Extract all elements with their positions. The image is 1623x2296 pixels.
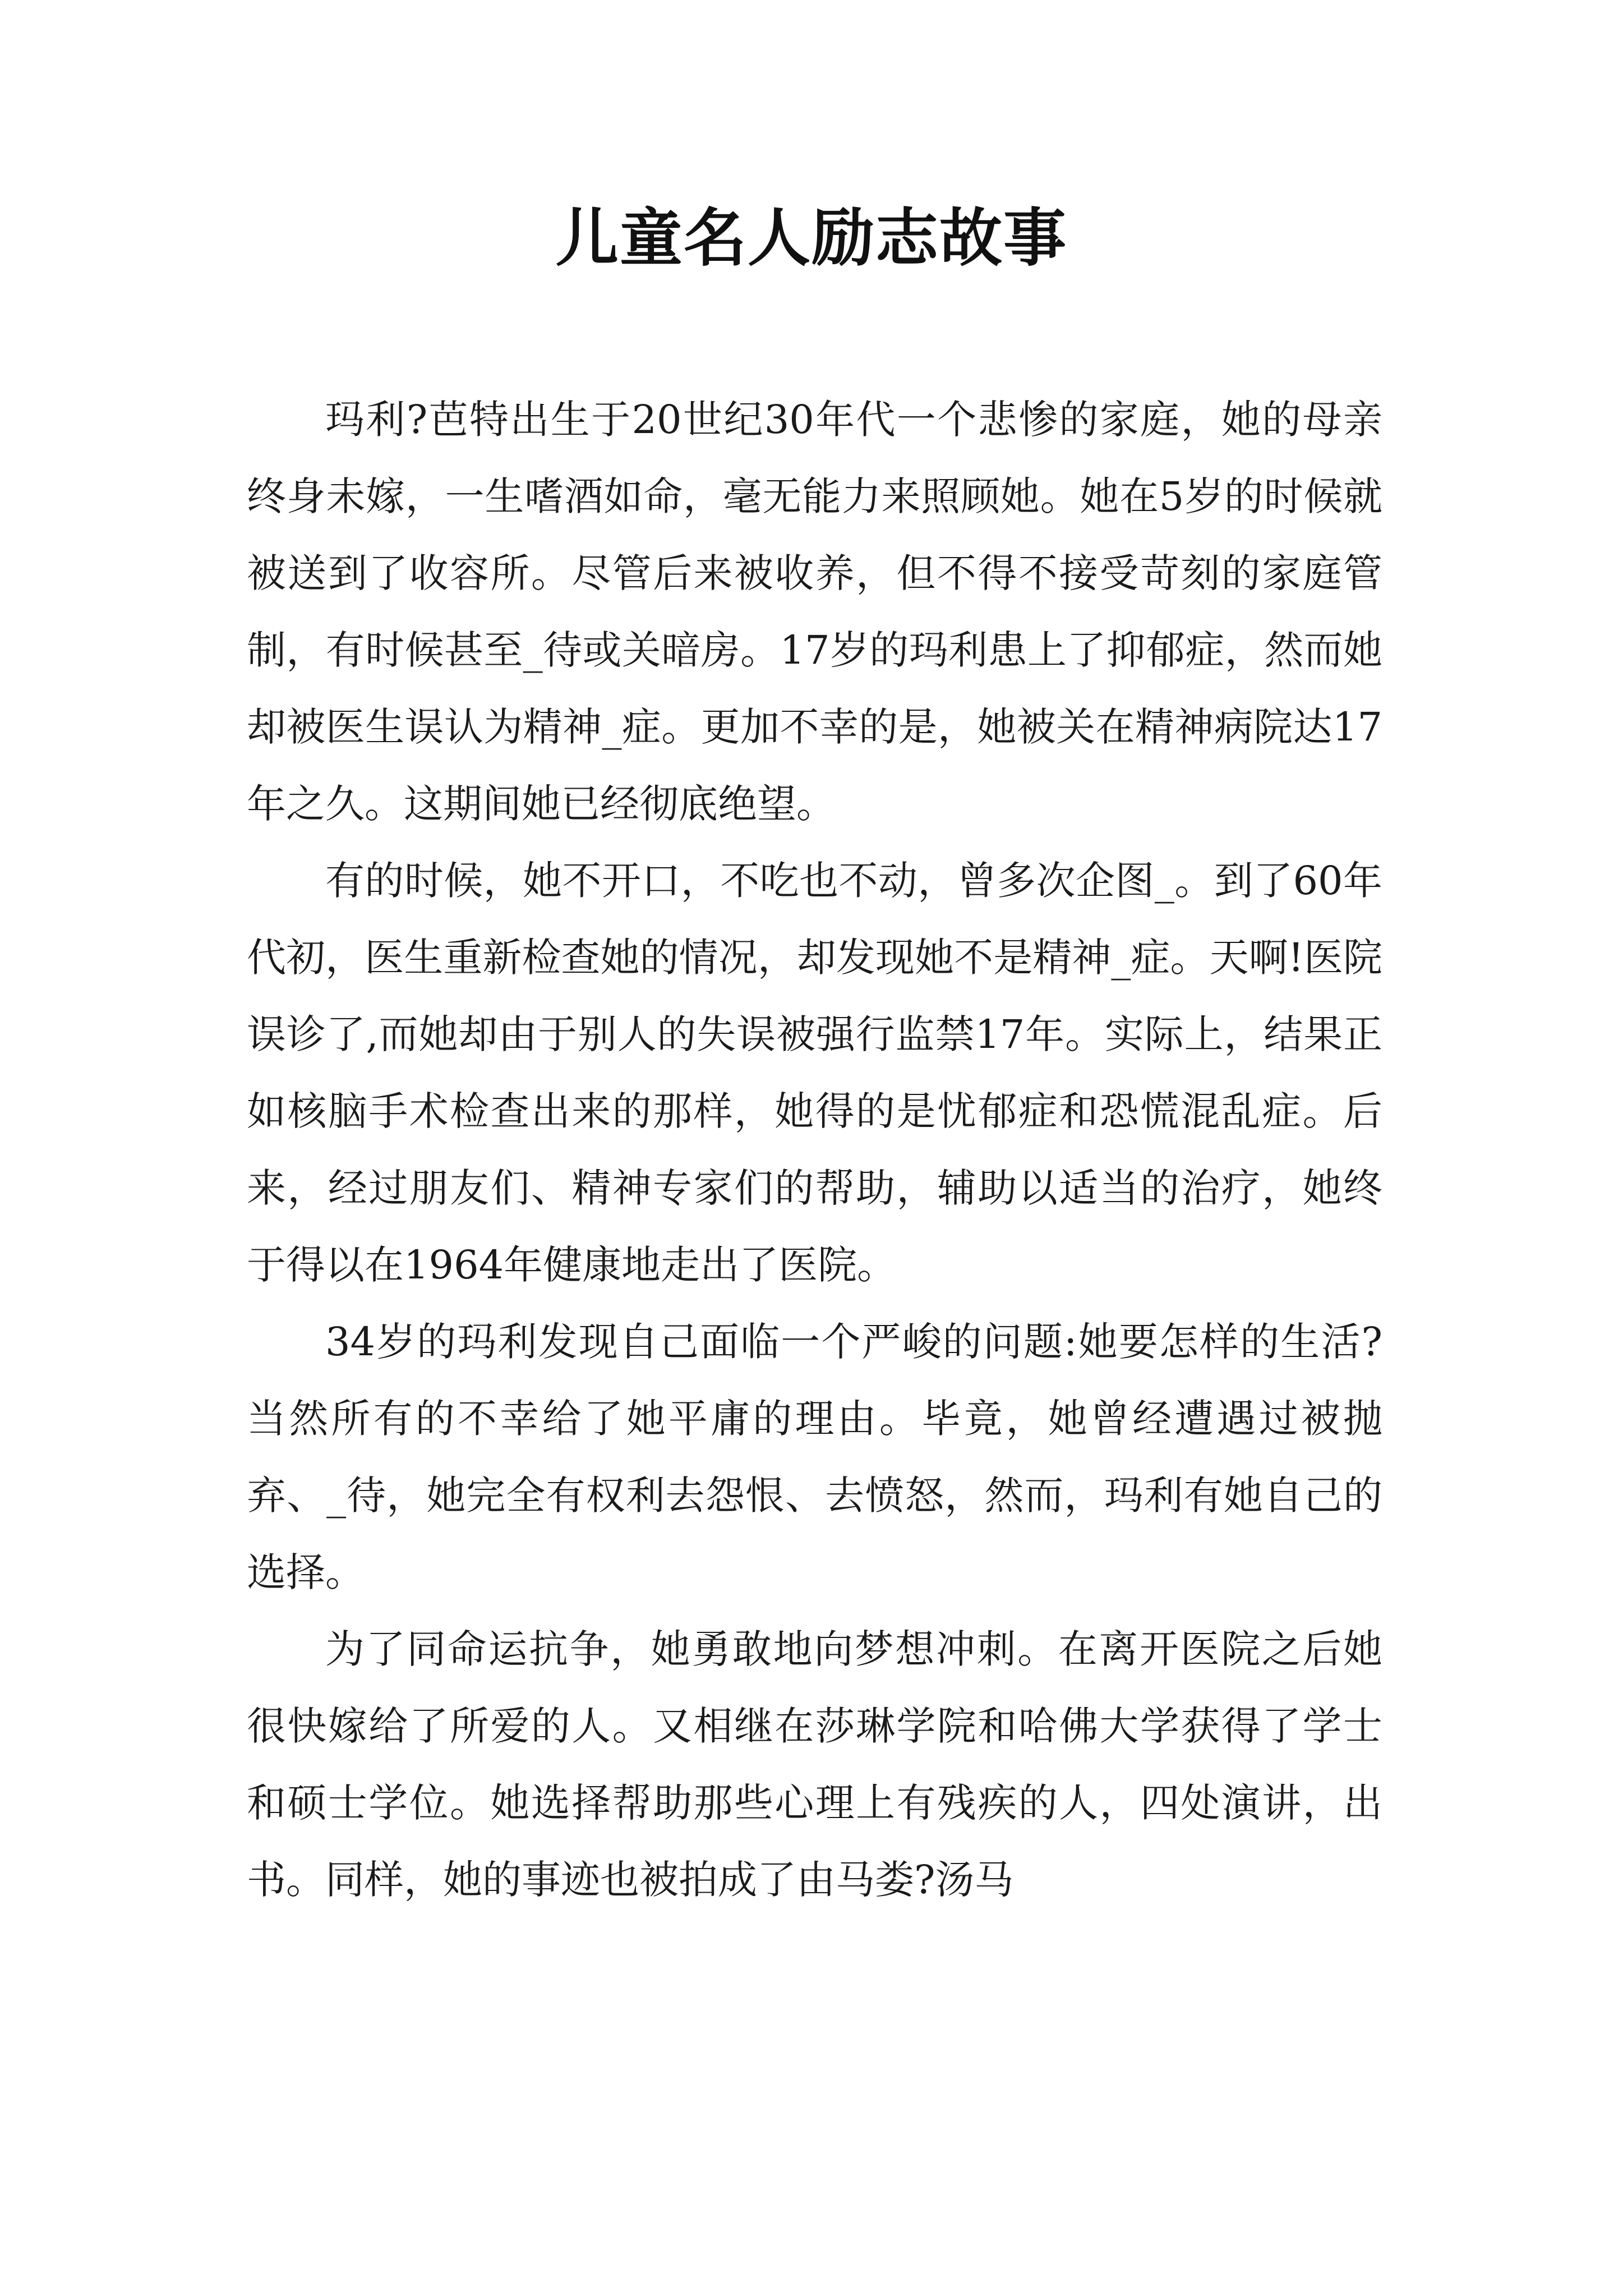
paragraph-4: 为了同命运抗争，她勇敢地向梦想冲刺。在离开医院之后她很快嫁给了所爱的人。又相继在莎琳学院和哈佛大学获得了学士和硕士学位。她选择帮助那些心理上有残疾的人，四处演讲，出书。同样，她的事迹也被拍成了由马娄?汤马 [247, 1626, 1382, 1903]
document-title: 儿童名人励志故事 [556, 201, 1067, 275]
document-body [247, 381, 1382, 1918]
paragraph-2: 有的时候，她不开口，不吃也不动，曾多次企图_。到了60年代初，医生重新检查她的情况，却发现她不是精神_症。天啊!医院误诊了,而她却由于别人的失误被强行监禁17年。实际上，结果正如核脑手术检查出来的那样，她得的是忧郁症和恐慌混乱症。后来，经过朋友们、精神专家们的帮助，辅助以适当的治疗，她终于得以在1964年健康地走出了医院。 [247, 858, 1382, 1288]
paragraph-1: 玛利?芭特出生于20世纪30年代一个悲惨的家庭，她的母亲终身未嫁，一生嗜酒如命，毫无能力来照顾她。她在5岁的时候就被送到了收容所。尽管后来被收养，但不得不接受苛刻的家庭管制，有时候甚至_待或关暗房。17岁的玛利患上了抑郁症，然而她却被医生误认为精神_症。更加不幸的是，她被关在精神病院达17年之久。这期间她已经彻底绝望。 [247, 397, 1382, 827]
paragraph-3: 34岁的玛利发现自己面临一个严峻的问题:她要怎样的生活?当然所有的不幸给了她平庸的理由。毕竟，她曾经遭遇过被抛弃、_待，她完全有权利去怨恨、去愤怒，然而，玛利有她自己的选择。 [247, 1319, 1382, 1595]
